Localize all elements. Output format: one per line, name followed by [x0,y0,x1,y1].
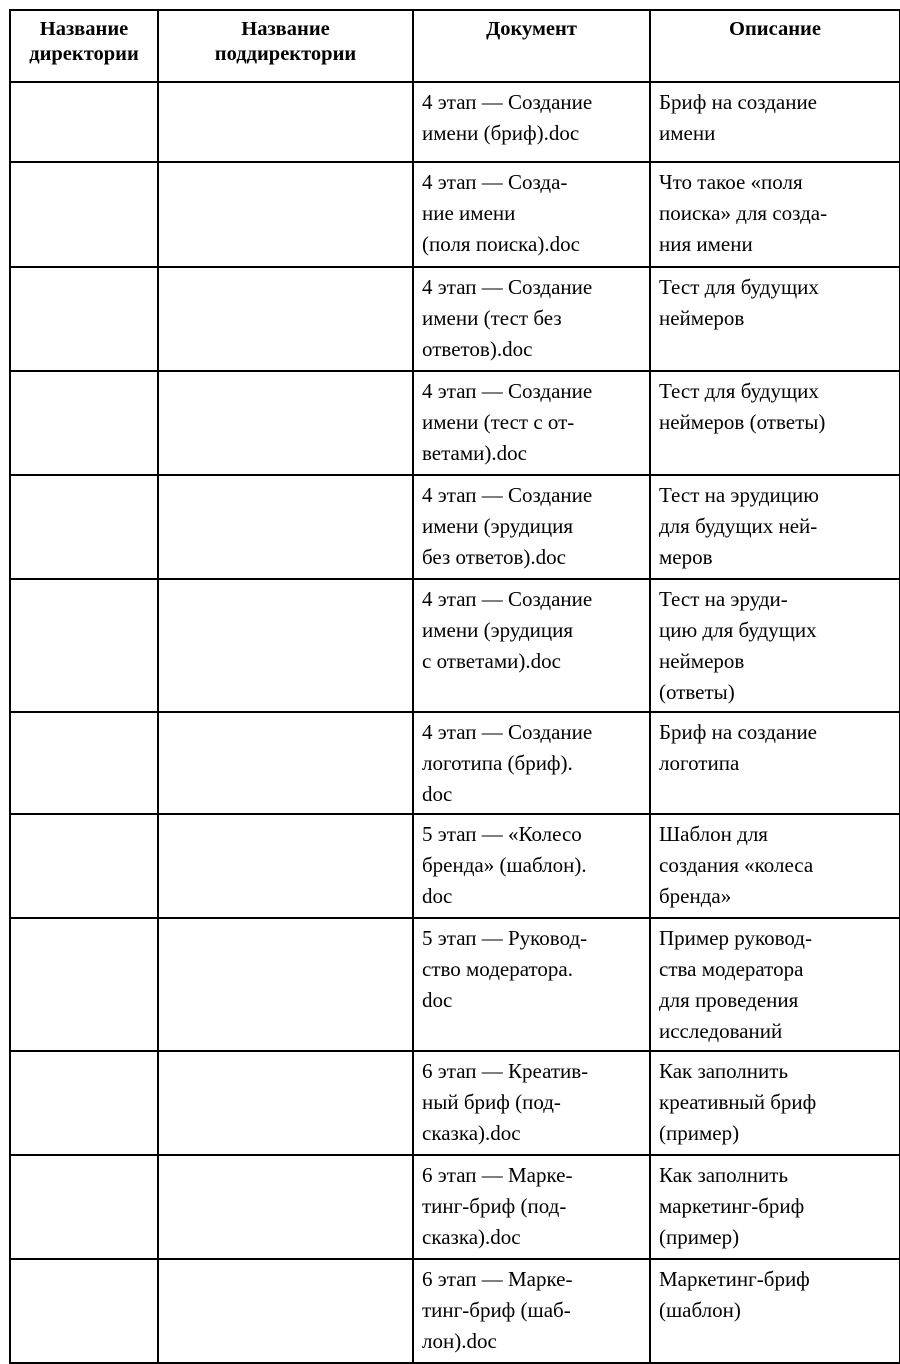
cell-description: Шаблон для создания «колеса бренда» [650,814,900,918]
cell-description: Бриф на создание имени [650,82,900,162]
cell-document: 4 этап — Создание имени (эрудиция без ответов).doc [413,475,650,579]
table-row [10,1155,900,1259]
cell-directory [10,579,158,712]
cell-description: Тест для будущих неймеров [650,267,900,371]
documents-table [9,9,900,1364]
cell-directory [10,1155,158,1259]
cell-subdirectory [158,579,413,712]
cell-directory [10,918,158,1051]
table-row [10,475,900,579]
cell-directory [10,162,158,267]
cell-subdirectory [158,267,413,371]
table-row [10,1259,900,1363]
table-row [10,267,900,371]
cell-subdirectory [158,371,413,475]
cell-document: 6 этап — Креатив- ный бриф (под- сказка).doc [413,1051,650,1155]
cell-subdirectory [158,1259,413,1363]
cell-directory [10,475,158,579]
table-row [10,82,900,162]
cell-document: 5 этап — Руковод- ство модератора. doc [413,918,650,1051]
table-row [10,918,900,1051]
table-row [10,162,900,267]
table-row [10,371,900,475]
table-row [10,814,900,918]
header-document: Документ [413,10,650,82]
cell-document: 4 этап — Создание имени (тест без ответов).doc [413,267,650,371]
cell-document: 4 этап — Созда- ние имени (поля поиска).doc [413,162,650,267]
cell-description: Бриф на создание логотипа [650,712,900,814]
cell-document: 4 этап — Создание имени (тест с от- ветами).doc [413,371,650,475]
cell-document: 4 этап — Создание имени (эрудиция с ответами).doc [413,579,650,712]
cell-document: 5 этап — «Колесо бренда» (шаблон). doc [413,814,650,918]
cell-directory [10,371,158,475]
cell-subdirectory [158,1051,413,1155]
cell-subdirectory [158,475,413,579]
table-row [10,579,900,712]
header-subdirectory: Название поддиректории [158,10,413,82]
cell-document: 4 этап — Создание логотипа (бриф). doc [413,712,650,814]
cell-description: Тест на эрудицию для будущих ней- меров [650,475,900,579]
cell-subdirectory [158,162,413,267]
cell-description: Тест для будущих неймеров (ответы) [650,371,900,475]
cell-directory [10,82,158,162]
cell-document: 6 этап — Марке- тинг-бриф (под- сказка).doc [413,1155,650,1259]
cell-directory [10,1259,158,1363]
cell-document: 6 этап — Марке- тинг-бриф (шаб- лон).doc [413,1259,650,1363]
cell-subdirectory [158,82,413,162]
cell-description: Что такое «поля поиска» для созда- ния имени [650,162,900,267]
table-row [10,712,900,814]
cell-description: Тест на эруди- цию для будущих неймеров (ответы) [650,579,900,712]
cell-subdirectory [158,814,413,918]
cell-description: Маркетинг-бриф (шаблон) [650,1259,900,1363]
table-row [10,1051,900,1155]
cell-directory [10,814,158,918]
cell-subdirectory [158,1155,413,1259]
header-directory: Название директории [10,10,158,82]
cell-directory [10,1051,158,1155]
cell-description: Как заполнить креативный бриф (пример) [650,1051,900,1155]
cell-subdirectory [158,918,413,1051]
cell-description: Пример руковод- ства модератора для проведения исследований [650,918,900,1051]
cell-subdirectory [158,712,413,814]
table-header-row [10,10,900,82]
header-description: Описание [650,10,900,82]
cell-directory [10,712,158,814]
cell-document: 4 этап — Создание имени (бриф).doc [413,82,650,162]
cell-description: Как заполнить маркетинг-бриф (пример) [650,1155,900,1259]
cell-directory [10,267,158,371]
